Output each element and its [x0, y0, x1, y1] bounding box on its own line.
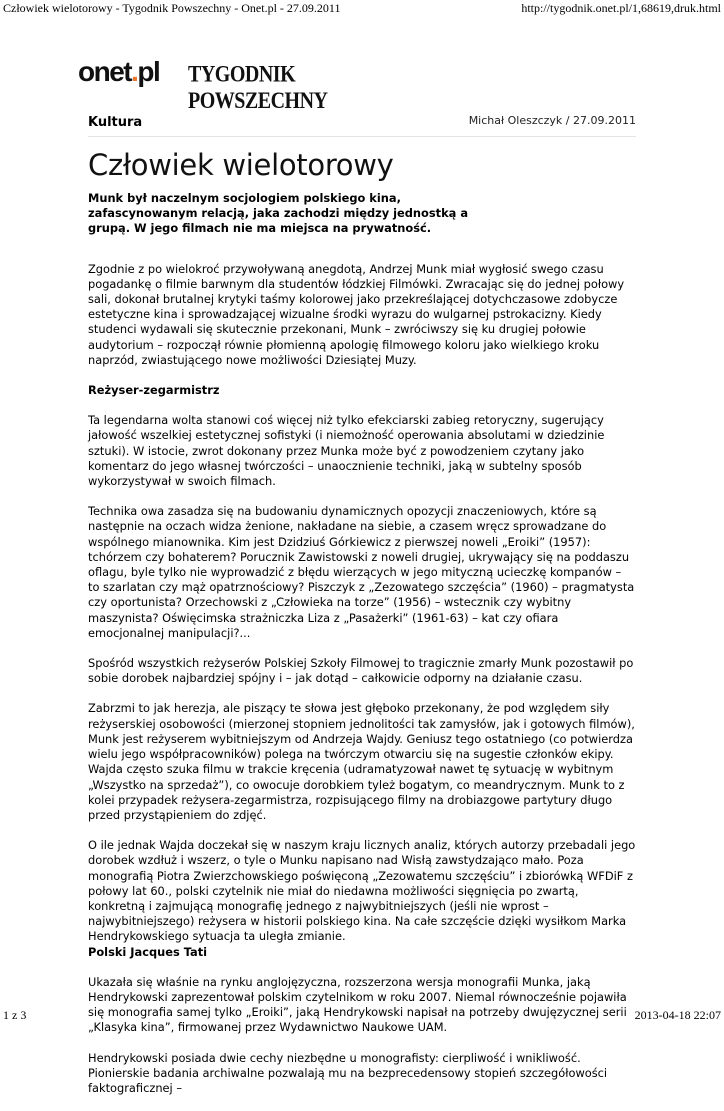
paragraph-8: Hendrykowski posiada dwie cechy niezbędne u monografisty: cierpliwość i wnikliwość. Pionierskie badania archiwalne pozwalają mu na bezprecedensowy stopień szczegółowości faktograficznej –: [88, 1050, 608, 1095]
byline: Michał Oleszczyk / 27.09.2011: [468, 114, 636, 127]
onet-logo: onet.pl: [78, 56, 160, 87]
paragraph-2: Ta legendarna wolta stanowi coś więcej niż tylko efekciarski zabieg retoryczny, sugerujący jałowość wszelkiej estetycznej sofistyki (i niemożność operowania absolutami w dziedzinie sztuki). W istocie, zwrot dokonany przez Munka może być z powodzeniem czytany jako komentarz do jego własnej twórczości – unaocznienie techniki, jaką w subtelny sposób wykorzystywał w swoich filmach.: [88, 413, 605, 489]
section-label: Kultura: [88, 115, 143, 130]
article: [88, 112, 636, 1111]
article-title: Człowiek wielotorowy: [88, 148, 394, 182]
paragraph-4: Spośród wszystkich reżyserów Polskiej Szkoły Filmowej to tragicznie zmarły Munk pozostawił po sobie dorobek najbardziej spójny i – jak dotąd – całkowicie odporny na działanie czasu.: [88, 656, 634, 686]
print-timestamp: 2013-04-18 22:07: [634, 1008, 721, 1022]
article-body: [88, 262, 636, 1097]
subheading-1: Reżyser-zegarmistrz: [88, 383, 220, 398]
paragraph-7: Ukazała się właśnie na rynku anglojęzyczna, rozszerzona wersja monografii Munka, jaką Hendrykowski zaprezentował polskim czytelnikom w roku 2007. Niemal równocześnie pojawiła się monografia samej tylko „Eroiki”, jaką Hendrykowski napisał na potrzeby dwujęzycznej serii „Klasyka kina”, firmowanej przez Wydawnictwo Naukowe UAM.: [88, 974, 627, 1035]
print-header-url: http://tygodnik.onet.pl/1,68619,druk.html: [521, 1, 721, 15]
paragraph-3: Technika owa zasadza się na budowaniu dynamicznych opozycji znaczeniowych, które są następnie na oczach widza żenione, nakładane na siebie, a czasem wręcz sprowadzane do wspólnego mianownika. Kim jest Dzidziuś Górkiewicz z pierwszej noweli „Eroiki” (1957): tchórzem czy bohaterem? Porucznik Zawistowski z noweli drugiej, ukrywający się na poddaszu oflagu, byle tylko nie wyprowadzić z błędu wierzących w jego mityczną ucieczkę kompanów – to szarlatan czy mąż opatrznościowy? Piszczyk z „Zezowatego szczęścia” (1960) – pragmatysta czy oportunista? Orzechowski z „Człowieka na torze” (1956) – wstecznik czy wybitny maszynista? Oświęcimska strażniczka Liza z „Pasażerki” (1961-63) – kat czy ofiara emocjonalnej manipulacji?...: [88, 504, 635, 640]
paragraph-1: Zgodnie z po wielokroć przywoływaną anegdotą, Andrzej Munk miał wygłosić swego czasu pogadankę o filmie barwnym dla studentów łódzkiej Filmówki. Zwracając się do jednej połowy sali, dokonał brutalnej krytyki taśmy kolorowej jako przekreślającej dotychczasowe zdobycze estetyczne kina i sprowadzającej wizualne środki wyrazu do wulgarnej pstrokacizny. Kiedy studenci wydawali się skutecznie przekonani, Munk – zwróciwszy się ku drugiej połowie audytorium – rozpoczął równie płomienną apologię filmowego koloru jako wielkiego kroku naprzód, zwiastującego nowe możliwości Dziesiątej Muzy.: [88, 261, 625, 367]
article-lead: Munk był naczelnym socjologiem polskiego kina, zafascynowanym relacją, jaka zachodzi między jednostką a grupą. W jego filmach nie ma miejsca na prywatność.: [88, 191, 469, 236]
print-header-title: Człowiek wielotorowy - Tygodnik Powszechny - Onet.pl - 27.09.2011: [3, 1, 341, 15]
tygodnik-powszechny-logo: TYGODNIK POWSZECHNY: [188, 62, 328, 114]
paragraph-6: O ile jednak Wajda doczekał się w naszym kraju licznych analiz, których autorzy przebadali jego dorobek wzdłuż i wszerz, o tyle o Munku napisano nad Wisłą zawstydzająco mało. Poza monografią Piotra Zwierzchowskiego poświęconą „Zezowatemu szczęściu” i zbiorówką WFDiF z połowy lat 60., polski czytelnik nie miał do niedawna możliwości sięgnięcia po zwartą, konkretną i zajmującą monografię jednego z najwybitniejszych (jeśli nie wprost – najwybitniejszego) reżysera w historii polskiego kina. Na całe szczęście dzięki wysiłkom Marka Hendrykowskiego sytuacja ta uległa zmianie.: [88, 838, 636, 944]
print-footer: [0, 1008, 724, 1024]
article-meta: [88, 112, 636, 137]
print-header: [0, 0, 724, 16]
page-number: 1 z 3: [3, 1008, 27, 1022]
masthead-logo: [78, 56, 408, 114]
paragraph-5: Zabrzmi to jak herezja, ale piszący te słowa jest głęboko przekonany, że pod względem siły reżyserskiej osobowości (mierzonej stopniem jednolitości tak zamysłów, jak i gotowych filmów), Munk jest reżyserem wybitniejszym od Andrzeja Wajdy. Geniusz tego ostatniego (co potwierdza wielu jego współpracowników) polega na twórczym otwarciu się na sugestie członków ekipy. Wajda często szuka filmu w trakcie kręcenia (udramatyzował nawet tę sytuację w wybitnym „Wszystko na sprzedaż”), co owocuje dorobkiem tyleż bogatym, co meandrycznym. Munk to z kolei przypadek reżysera-zegarmistrza, rozpisującego filmy na drobiazgowe partytury długo przed przystąpieniem do zdjęć.: [88, 701, 635, 822]
subheading-2: Polski Jacques Tati: [88, 944, 208, 959]
